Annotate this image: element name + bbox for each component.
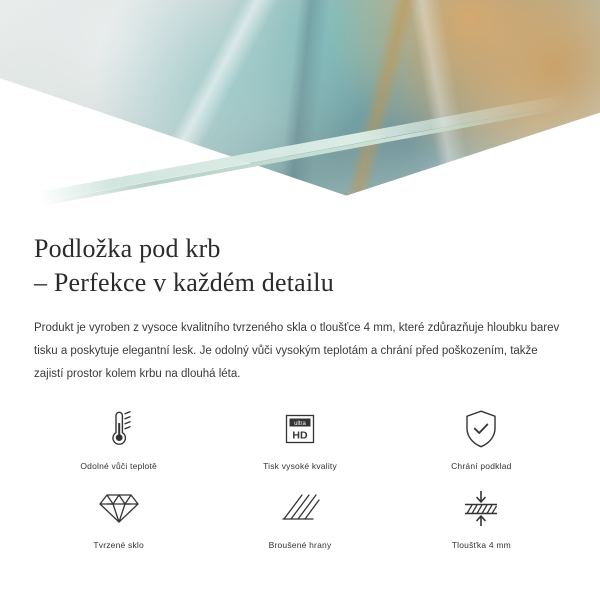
feature-item-polished-edges [209, 485, 390, 550]
feature-label: Tisk vysoké kvality [263, 460, 337, 471]
thermometer-icon [102, 406, 136, 452]
feature-item-temperature [28, 406, 209, 471]
svg-text:HD: HD [292, 429, 308, 442]
feature-item-thickness [391, 485, 572, 550]
feature-item-protection [391, 406, 572, 471]
feature-label: Odolné vůči teplotě [80, 460, 157, 471]
ultra-hd-icon [280, 406, 320, 452]
headline-line-2: – Perfekce v každém detailu [34, 268, 334, 298]
polished-edges-icon [279, 485, 321, 531]
diamond-icon [98, 485, 140, 531]
feature-item-print-quality [209, 406, 390, 471]
feature-label: Tloušťka 4 mm [451, 539, 511, 550]
shield-check-icon [463, 406, 499, 452]
feature-label: Chrání podklad [451, 460, 512, 471]
product-description: Produkt je vyroben z vysoce kvalitního tvrzeného skla o tloušťce 4 mm, které zdůrazňuje hloubku barev tisku a poskytuje elegantní lesk. Je odolný vůči vysokým teplotám a chrání před poškozením, takže zajistí prostor kolem krbu na dlouhá léta. [34, 321, 560, 380]
svg-text:ultra: ultra [294, 420, 306, 427]
feature-label: Tvrzené sklo [93, 539, 144, 550]
hero-product-image [0, 0, 600, 218]
feature-grid [0, 406, 600, 550]
feature-item-tempered-glass [28, 485, 209, 550]
headline-line-1: Podložka pod krb [34, 234, 221, 263]
feature-label: Broušené hrany [268, 539, 332, 550]
text-section [0, 218, 600, 386]
thickness-icon [459, 485, 503, 531]
sparkle-small-icon [526, 186, 548, 208]
page-title [34, 232, 566, 301]
